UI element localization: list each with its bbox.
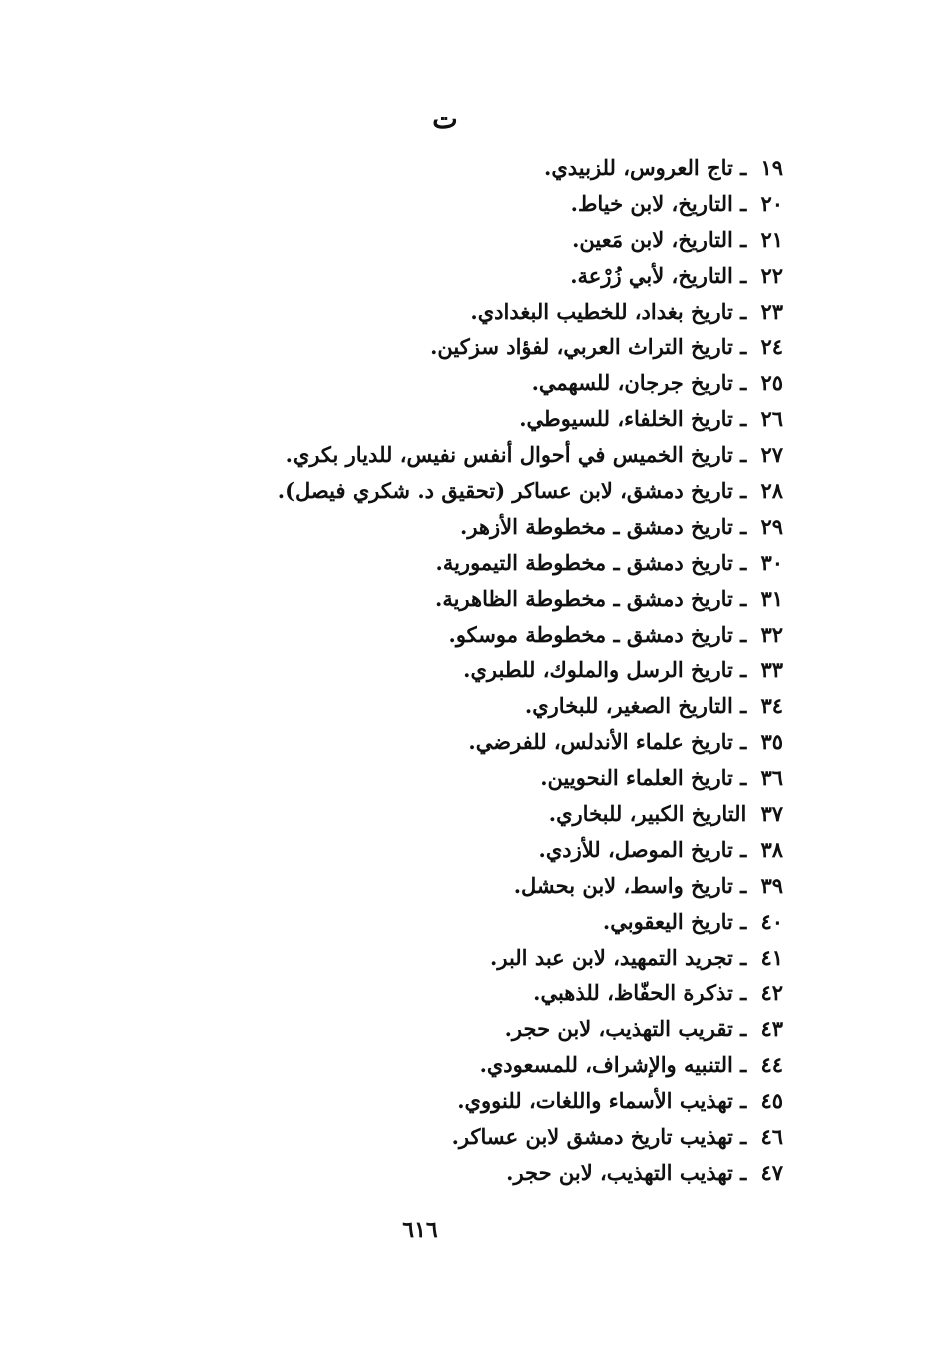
entry-text: ـ التاريخ الصغير، للبخاري. [524, 693, 747, 719]
list-item [123, 437, 783, 473]
list-item [123, 975, 783, 1011]
entry-text: ـ التاريخ، لأبي زُرْعة. [570, 262, 747, 288]
list-item [123, 401, 783, 437]
entry-number: ٤٢ [760, 980, 783, 1006]
entry-number: ٤٦ [760, 1124, 783, 1150]
entry-number: ٣٧ [760, 801, 783, 827]
entry-text: ـ تاريخ واسط، لابن بحشل. [513, 872, 747, 898]
list-item [123, 1011, 783, 1047]
entry-text: التاريخ الكبير، للبخاري. [548, 801, 747, 827]
entry-number: ١٩ [760, 155, 783, 180]
entry-number: ٣٢ [760, 621, 783, 647]
entry-number: ٣٣ [760, 657, 783, 683]
section-letter: ت [432, 104, 458, 135]
list-item [123, 365, 783, 401]
list-item [123, 473, 783, 509]
list-item [123, 832, 783, 868]
list-item [123, 796, 783, 832]
entry-text: ـ تاريخ العلماء النحويين. [540, 765, 747, 791]
entry-number: ٢٦ [760, 406, 783, 432]
entry-number: ٢٣ [760, 298, 783, 324]
entry-text: ـ تاريخ علماء الأندلس، للفرضي. [468, 729, 747, 755]
entry-text: ـ تاريخ دمشق ـ مخطوطة الظاهرية. [435, 585, 747, 611]
list-item [123, 294, 783, 330]
list-item [123, 581, 783, 617]
entry-text: ـ تاريخ بغداد، للخطيب البغدادي. [470, 298, 747, 324]
entry-text: ـ التاريخ، لابن خياط. [570, 190, 747, 216]
entry-text: ـ تجريد التمهيد، لابن عبد البر. [490, 944, 747, 970]
entry-number: ٤٤ [760, 1052, 783, 1078]
entry-number: ٣٩ [760, 872, 783, 898]
entry-number: ٣٤ [760, 693, 783, 719]
entry-text: ـ تاريخ التراث العربي، لفؤاد سزكين. [430, 334, 747, 360]
entry-text: ـ تاريخ جرجان، للسهمي. [531, 370, 747, 396]
entry-number: ٢٢ [760, 262, 783, 288]
list-item [123, 1083, 783, 1119]
list-item [123, 760, 783, 796]
entry-number: ٤٠ [760, 908, 783, 934]
entry-text: ـ تاريخ اليعقوبي. [602, 908, 747, 934]
entry-text: ـ تذكرة الحفّاظ، للذهبي. [533, 980, 747, 1006]
entry-text: ـ تاريخ الخلفاء، للسيوطي. [519, 406, 747, 432]
entry-text: ـ تهذيب التهذيب، لابن حجر. [506, 1159, 747, 1185]
entry-number: ٢١ [760, 226, 783, 252]
entry-number: ٢٨ [760, 478, 783, 504]
list-item [123, 545, 783, 581]
list-item [123, 258, 783, 294]
list-item [123, 904, 783, 940]
entry-number: ٤٣ [760, 1016, 783, 1042]
list-item [123, 1155, 783, 1191]
entry-number: ٤١ [760, 944, 783, 970]
list-item [123, 222, 783, 258]
entry-text: ـ تهذيب تاريخ دمشق لابن عساكر. [451, 1124, 747, 1150]
list-item [123, 1047, 783, 1083]
entry-text: ـ تقريب التهذيب، لابن حجر. [504, 1016, 747, 1042]
entry-number: ٤٧ [760, 1159, 783, 1185]
list-item [123, 617, 783, 653]
list-item [123, 1119, 783, 1155]
entry-number: ٣١ [760, 585, 783, 611]
list-item [123, 688, 783, 724]
entry-number: ٣٥ [760, 729, 783, 755]
entry-number: ٢٤ [760, 334, 783, 360]
entry-number: ٢٥ [760, 370, 783, 396]
list-item [123, 329, 783, 365]
entry-text: ـ تاريخ دمشق ـ مخطوطة التيمورية. [435, 549, 747, 575]
list-item [123, 186, 783, 222]
entry-text: ـ تاريخ الخميس في أحوال أنفس نفيس، للديار بكري. [285, 442, 747, 468]
list-item [123, 868, 783, 904]
entry-text: ـ تاريخ دمشق ـ مخطوطة الأزهر. [460, 513, 747, 539]
entry-text: ـ تاريخ الموصل، للأزدي. [538, 836, 747, 862]
entry-number: ٤٥ [760, 1088, 783, 1114]
list-item [123, 509, 783, 545]
list-item [123, 652, 783, 688]
list-item [123, 150, 783, 186]
entry-text: ـ تاريخ دمشق، لابن عساكر (تحقيق د. شكري فيصل). [277, 478, 747, 504]
bibliography-list [123, 150, 783, 1191]
entry-text: ـ تهذيب الأسماء واللغات، للنووي. [457, 1088, 747, 1114]
list-item [123, 940, 783, 976]
entry-text: ـ التنبيه والإشراف، للمسعودي. [479, 1052, 747, 1078]
entry-text: ـ تاريخ الرسل والملوك، للطبري. [463, 657, 747, 683]
entry-number: ٢٧ [760, 442, 783, 468]
entry-number: ٢٠ [760, 190, 783, 216]
entry-text: ـ تاج العروس، للزبيدي. [544, 155, 747, 180]
entry-number: ٣٠ [760, 549, 783, 575]
list-item [123, 724, 783, 760]
entry-number: ٣٦ [760, 765, 783, 791]
entry-text: ـ التاريخ، لابن مَعين. [572, 226, 747, 252]
entry-number: ٢٩ [760, 513, 783, 539]
page-number: ٦١٦ [402, 1217, 438, 1243]
entry-text: ـ تاريخ دمشق ـ مخطوطة موسكو. [448, 621, 747, 647]
entry-number: ٣٨ [760, 836, 783, 862]
